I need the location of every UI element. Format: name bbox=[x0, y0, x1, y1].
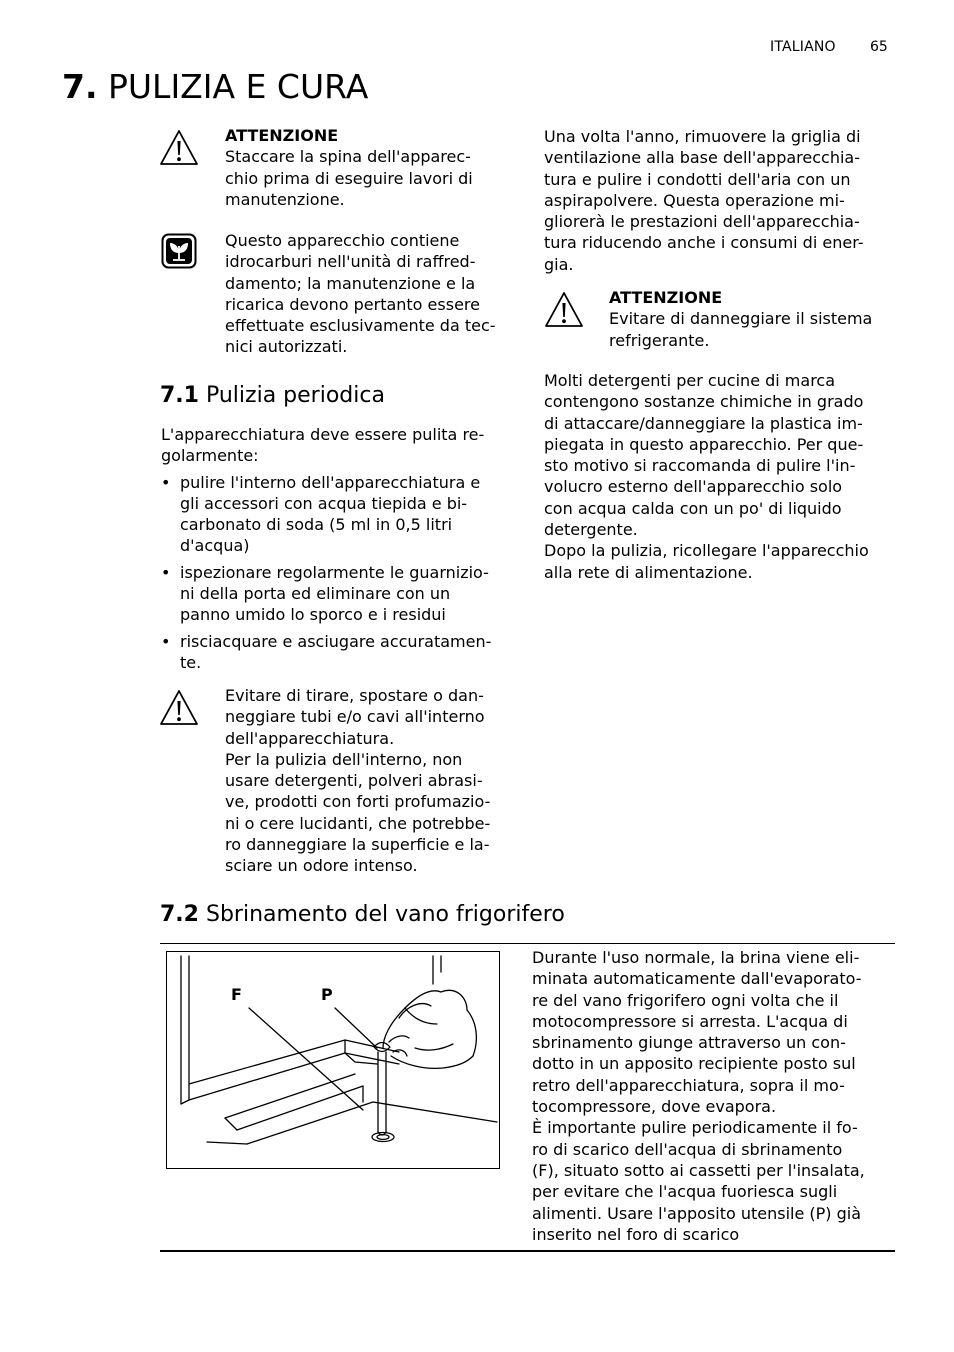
label-f: F bbox=[231, 985, 242, 1004]
list-item bbox=[161, 631, 521, 674]
warning-3 bbox=[609, 287, 899, 351]
para-line: aspirapolvere. Questa operazione mi- bbox=[544, 190, 845, 210]
warning-3-line: refrigerante. bbox=[609, 330, 710, 350]
defrost-line: Durante l'uso normale, la brina viene eli- bbox=[532, 948, 860, 967]
env-line: damento; la manutenzione e la bbox=[225, 273, 476, 293]
warning-2-line: neggiare tubi e/o cavi all'interno bbox=[225, 707, 485, 727]
section-7-2-title: Sbrinamento del vano frigorifero bbox=[205, 902, 565, 927]
env-line: idrocarburi nell'unità di raffred- bbox=[225, 252, 476, 272]
para-line: con acqua calda con un po' di liquido bbox=[544, 498, 842, 518]
drain-drawing bbox=[167, 952, 500, 1169]
warning-2-line: sciare un odore intenso. bbox=[225, 856, 418, 876]
chapter-number: 7. bbox=[62, 67, 98, 106]
env-line: effettuate esclusivamente da tec- bbox=[225, 316, 496, 336]
list-item-line: te. bbox=[180, 652, 202, 672]
warning-triangle-icon bbox=[158, 688, 200, 728]
intro-line: L'apparecchiatura deve essere pulita re- bbox=[161, 425, 485, 444]
page-number: 65 bbox=[870, 39, 888, 55]
defrost-line: ro di scarico dell'acqua di sbrinamento bbox=[532, 1139, 843, 1159]
warning-1-line: manutenzione. bbox=[225, 189, 345, 209]
right-para-1 bbox=[544, 126, 904, 275]
label-p: P bbox=[321, 985, 333, 1004]
para-line: volucro esterno dell'apparecchio solo bbox=[544, 477, 843, 497]
list-item-line: • ispezionare regolarmente le guarnizio- bbox=[180, 562, 489, 582]
para-line: gia. bbox=[544, 254, 574, 274]
warning-1-line: chio prima di eseguire lavori di bbox=[225, 168, 473, 188]
right-para-2 bbox=[544, 370, 904, 583]
defrost-drain-illustration bbox=[166, 951, 500, 1169]
defrost-line: alimenti. Usare l'apposito utensile (P) già bbox=[532, 1203, 862, 1223]
list-item-line: carbonato di soda (5 ml in 0,5 litri bbox=[180, 515, 453, 535]
section-7-1-body bbox=[161, 424, 521, 678]
list-item-line: ni della porta ed eliminare con un bbox=[180, 584, 451, 604]
list-item bbox=[161, 472, 521, 557]
warning-triangle-icon bbox=[158, 128, 200, 168]
warning-3-line: Evitare di danneggiare il sistema bbox=[609, 309, 873, 329]
para-line: gliorerà le prestazioni dell'apparecchia- bbox=[544, 212, 860, 232]
env-line: nici autorizzati. bbox=[225, 337, 348, 357]
warning-2-line: Evitare di tirare, spostare o dan- bbox=[225, 686, 484, 705]
defrost-line: per evitare che l'acqua fuoriesca sugli bbox=[532, 1182, 838, 1202]
warning-3-title: ATTENZIONE bbox=[609, 288, 723, 307]
list-item-line: • pulire l'interno dell'apparecchiatura e bbox=[180, 472, 481, 492]
para-line: detergente. bbox=[544, 520, 638, 540]
environment-note bbox=[225, 230, 515, 358]
list-item bbox=[161, 562, 521, 626]
list-item-line: gli accessori con acqua tiepida e bi- bbox=[180, 493, 468, 513]
defrost-line: motocompressore si arresta. L'acqua di bbox=[532, 1011, 848, 1031]
warning-2-line: ve, prodotti con forti profumazio- bbox=[225, 792, 491, 812]
defrost-line: (F), situato sotto ai cassetti per l'insalata, bbox=[532, 1160, 865, 1180]
warning-2-line: ni o cere lucidanti, che potrebbe- bbox=[225, 813, 491, 833]
table-top-rule bbox=[160, 943, 895, 944]
warning-2-line: usare detergenti, polveri abrasi- bbox=[225, 771, 483, 791]
para-line: tura e pulire i condotti dell'aria con un bbox=[544, 169, 851, 189]
para-line: tura riducendo anche i consumi di ener- bbox=[544, 233, 864, 253]
section-7-2-text bbox=[532, 947, 897, 1245]
warning-1-title: ATTENZIONE bbox=[225, 126, 339, 145]
para-line: alla rete di alimentazione. bbox=[544, 562, 753, 582]
para-line: Una volta l'anno, rimuovere la griglia di bbox=[544, 127, 861, 146]
para-line: Molti detergenti per cucine di marca bbox=[544, 371, 836, 390]
list-item-line: • risciacquare e asciugare accuratamen- bbox=[180, 631, 492, 651]
warning-2-line: ro danneggiare la superficie e la- bbox=[225, 835, 490, 855]
warning-2 bbox=[225, 685, 515, 877]
warning-2-line: Per la pulizia dell'interno, non bbox=[225, 749, 463, 769]
environment-icon bbox=[161, 233, 197, 269]
section-7-1-number: 7.1 bbox=[160, 383, 199, 408]
defrost-line: inserito nel foro di scarico bbox=[532, 1224, 740, 1244]
warning-1 bbox=[225, 125, 515, 210]
list-item-line: d'acqua) bbox=[180, 536, 250, 556]
chapter-title bbox=[62, 64, 368, 110]
para-line: sto motivo si raccomanda di pulire l'in- bbox=[544, 456, 856, 476]
para-line: di attaccare/danneggiare la plastica im- bbox=[544, 413, 863, 433]
section-7-2-heading bbox=[160, 900, 565, 930]
defrost-line: minata automaticamente dall'evaporato- bbox=[532, 969, 862, 989]
list-item-line: panno umido lo sporco e i residui bbox=[180, 605, 446, 625]
defrost-line: dotto in un apposito recipiente posto sul bbox=[532, 1054, 856, 1074]
section-7-1-title: Pulizia periodica bbox=[205, 383, 385, 408]
env-line: ricarica devono pertanto essere bbox=[225, 294, 480, 314]
para-line: ventilazione alla base dell'apparecchia- bbox=[544, 148, 860, 168]
defrost-line: re del vano frigorifero ogni volta che il bbox=[532, 990, 839, 1010]
defrost-line: sbrinamento giunge attraverso un con- bbox=[532, 1033, 846, 1053]
cleaning-list bbox=[161, 472, 521, 674]
para-line: contengono sostanze chimiche in grado bbox=[544, 392, 864, 412]
warning-2-line: dell'apparecchiatura. bbox=[225, 728, 395, 748]
table-bottom-rule bbox=[160, 1250, 895, 1252]
warning-1-line: Staccare la spina dell'apparec- bbox=[225, 147, 471, 167]
warning-triangle-icon bbox=[543, 290, 585, 330]
header-language: ITALIANO bbox=[770, 39, 836, 55]
defrost-line: È importante pulire periodicamente il fo- bbox=[532, 1118, 858, 1138]
env-line: Questo apparecchio contiene bbox=[225, 231, 460, 250]
chapter-title-text: PULIZIA E CURA bbox=[108, 67, 369, 106]
para-line: piegata in questo apparecchio. Per que- bbox=[544, 434, 864, 454]
intro-line: golarmente: bbox=[161, 446, 259, 466]
para-line: Dopo la pulizia, ricollegare l'apparecchio bbox=[544, 541, 869, 561]
defrost-line: retro dell'apparecchiatura, sopra il mo- bbox=[532, 1075, 845, 1095]
section-7-2-number: 7.2 bbox=[160, 902, 199, 927]
defrost-line: tocompressore, dove evapora. bbox=[532, 1097, 777, 1117]
section-7-1-heading bbox=[160, 381, 385, 411]
